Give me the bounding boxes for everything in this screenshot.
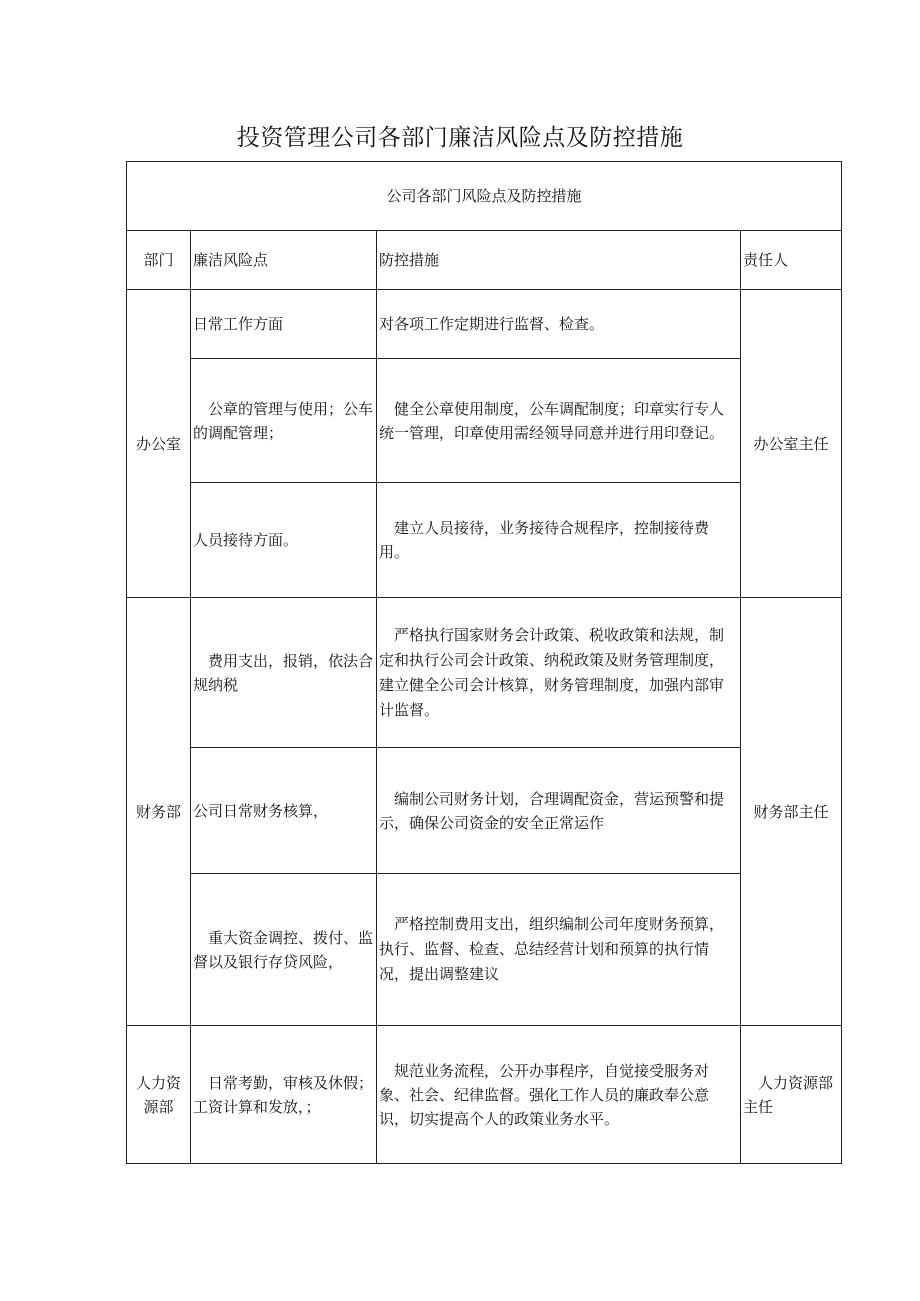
table-row (127, 1026, 842, 1164)
table-row (127, 359, 842, 483)
measures-cell: 对各项工作定期进行监督、检查。 (377, 290, 741, 359)
caption-row (127, 162, 842, 231)
table-caption: 公司各部门风险点及防控措施 (127, 162, 842, 231)
risk-cell: 人员接待方面。 (191, 483, 377, 598)
risk-table (126, 161, 842, 1164)
risk-cell: 重大资金调控、拨付、监督以及银行存贷风险， (191, 874, 377, 1026)
measures-cell: 健全公章使用制度，公车调配制度；印章实行专人统一管理，印章使用需经领导同意并进行用印登记。 (377, 359, 741, 483)
owner-cell: 人力资源部主任 (741, 1026, 842, 1164)
header-measures: 防控措施 (377, 231, 741, 290)
risk-cell: 日常考勤，审核及休假；工资计算和发放，； (191, 1026, 377, 1164)
table-row (127, 290, 842, 359)
page-title: 投资管理公司各部门廉洁风险点及防控措施 (236, 125, 684, 151)
owner-cell: 办公室主任 (741, 290, 842, 598)
dept-cell: 人力资源部 (127, 1026, 191, 1164)
header-owner: 责任人 (741, 231, 842, 290)
measures-cell: 建立人员接待，业务接待合规程序，控制接待费用。 (377, 483, 741, 598)
risk-cell: 公章的管理与使用；公车的调配管理； (191, 359, 377, 483)
header-row (127, 231, 842, 290)
table-row (127, 483, 842, 598)
header-risk: 廉洁风险点 (191, 231, 377, 290)
header-dept: 部门 (127, 231, 191, 290)
risk-cell: 日常工作方面 (191, 290, 377, 359)
dept-cell: 办公室 (127, 290, 191, 598)
dept-cell: 财务部 (127, 598, 191, 1026)
measures-cell: 编制公司财务计划，合理调配资金，营运预警和提示，确保公司资金的安全正常运作 (377, 748, 741, 874)
risk-cell: 费用支出，报销，依法合规纳税 (191, 598, 377, 748)
measures-cell: 严格控制费用支出，组织编制公司年度财务预算，执行、监督、检查、总结经营计划和预算的执行情况，提出调整建议 (377, 874, 741, 1026)
owner-cell: 财务部主任 (741, 598, 842, 1026)
measures-cell: 规范业务流程，公开办事程序，自觉接受服务对象、社会、纪律监督。强化工作人员的廉政奉公意识，切实提高个人的政策业务水平。 (377, 1026, 741, 1164)
table-row (127, 748, 842, 874)
risk-cell: 公司日常财务核算， (191, 748, 377, 874)
table-row (127, 598, 842, 748)
measures-cell: 严格执行国家财务会计政策、税收政策和法规，制定和执行公司会计政策、纳税政策及财务管理制度，建立健全公司会计核算，财务管理制度，加强内部审计监督。 (377, 598, 741, 748)
table-row (127, 874, 842, 1026)
